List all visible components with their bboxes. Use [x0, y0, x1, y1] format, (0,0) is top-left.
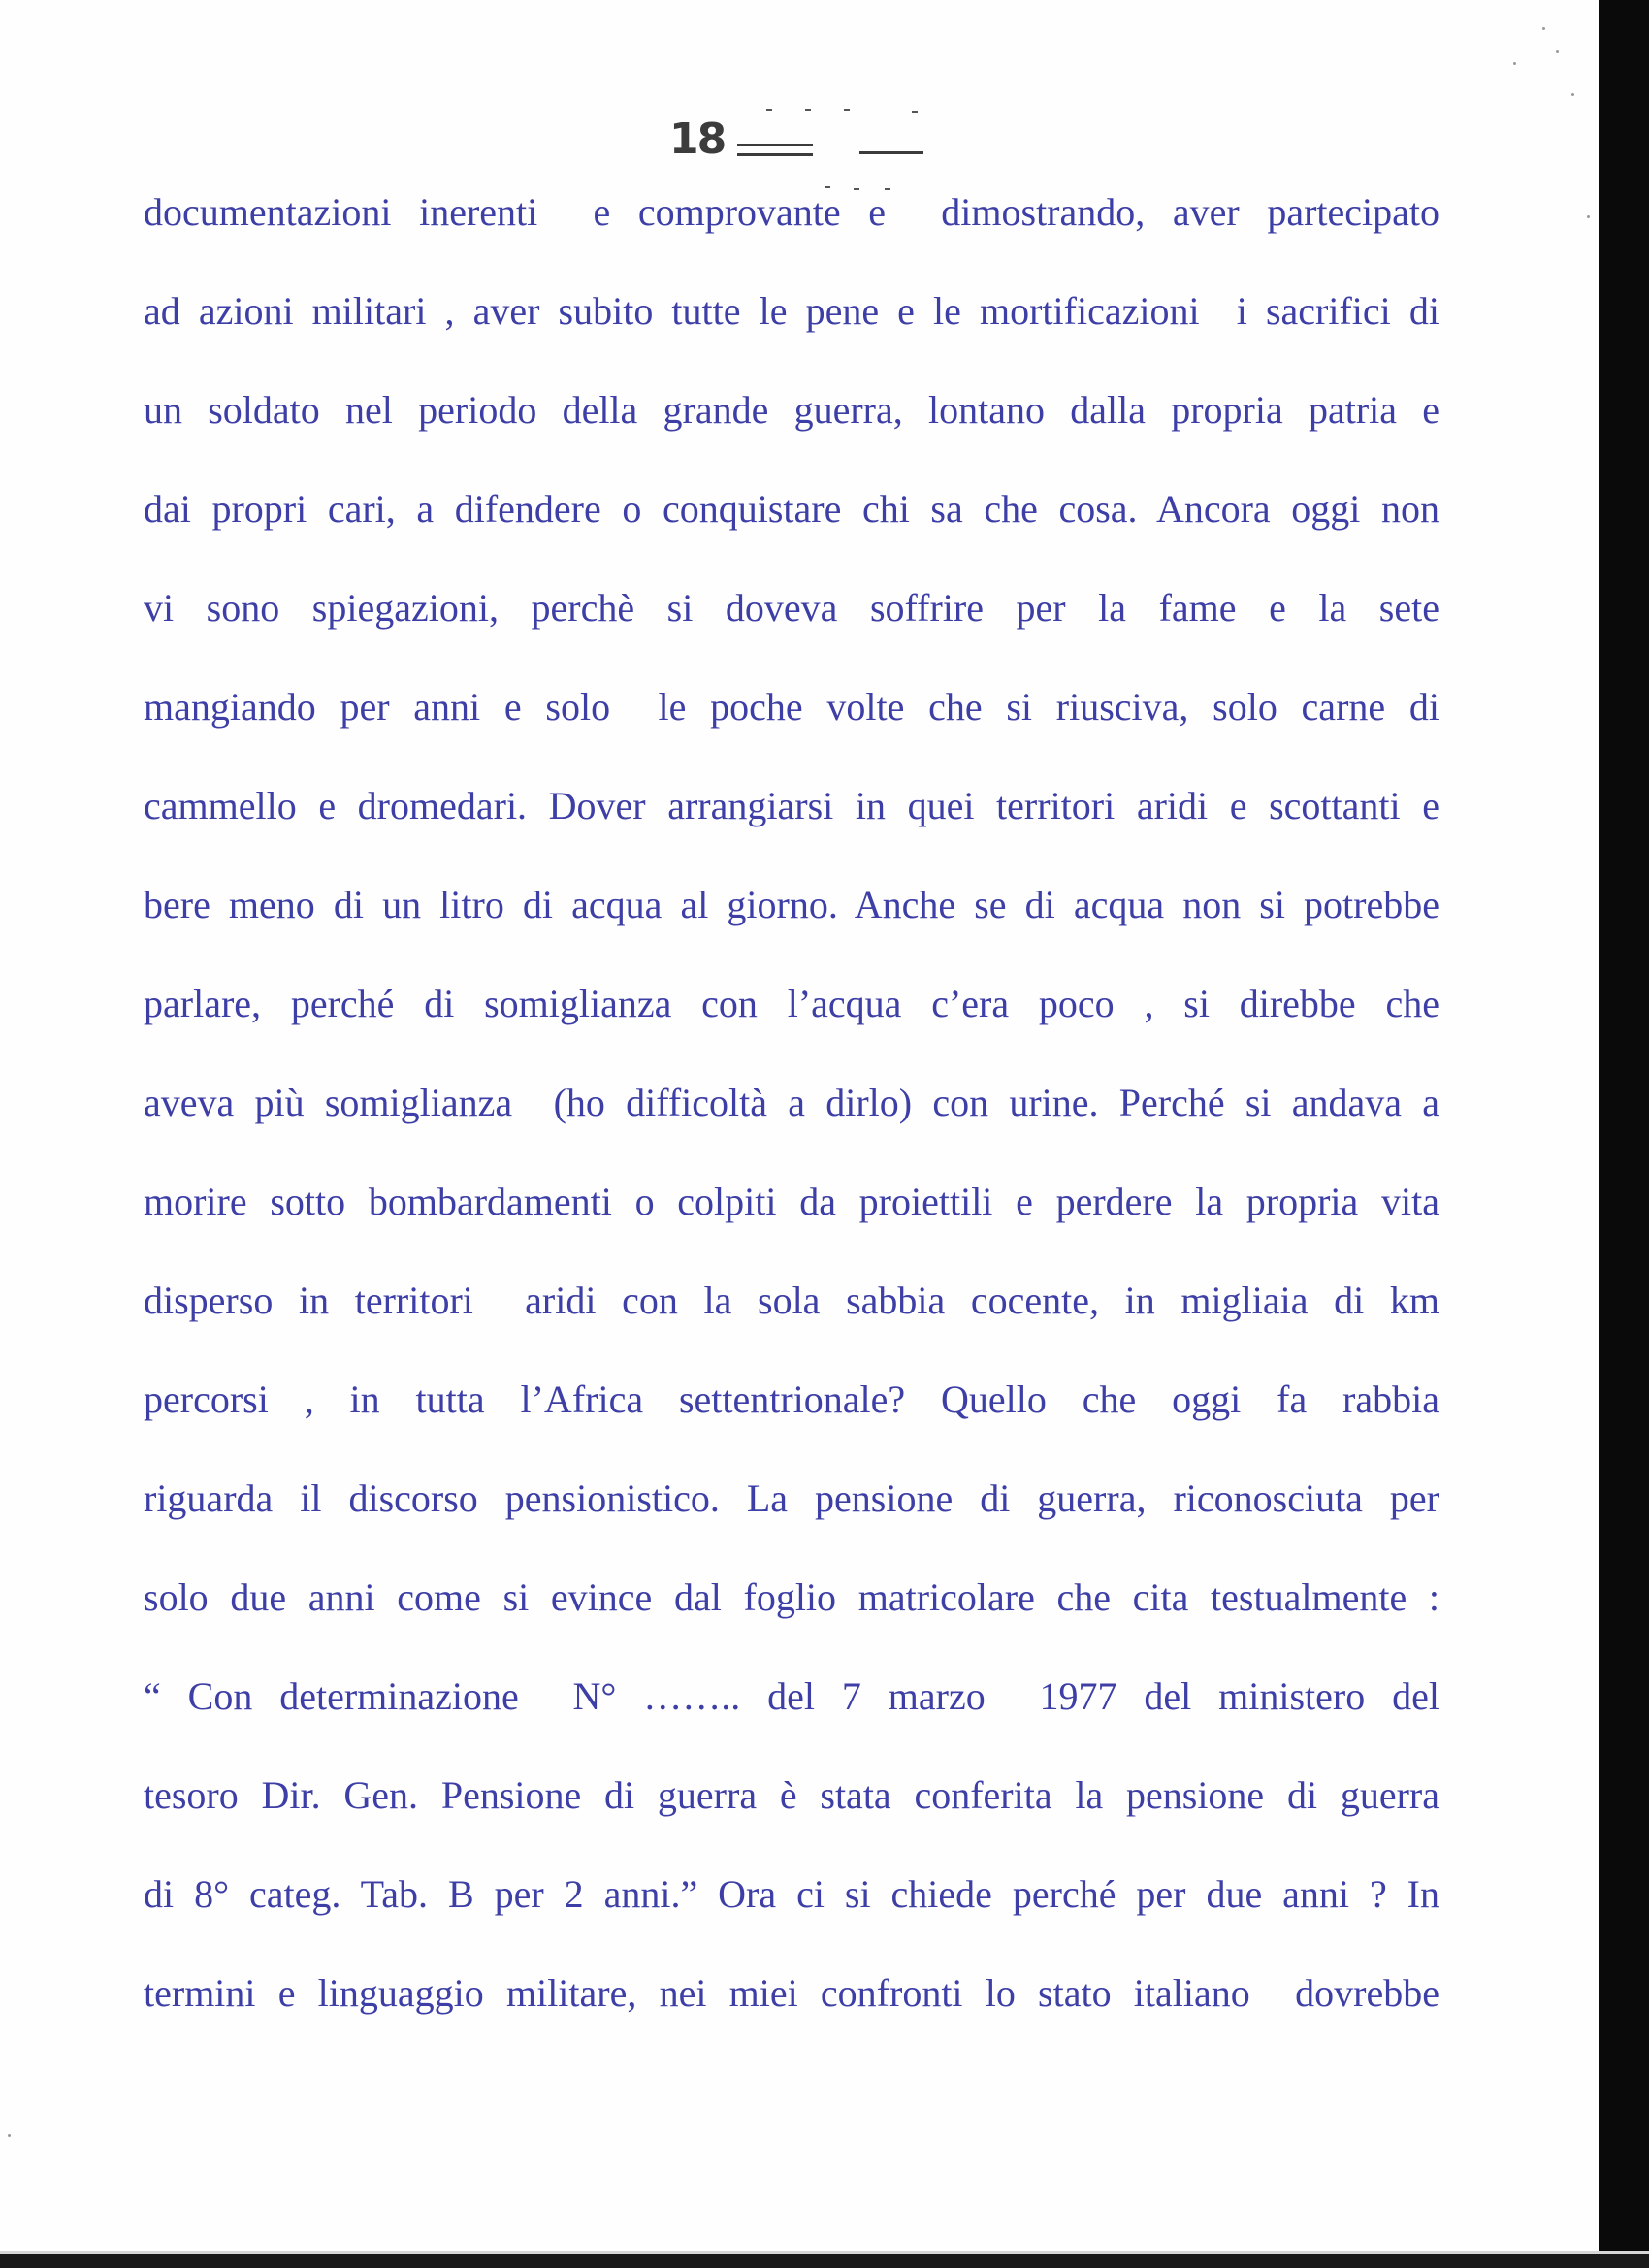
page-number: 18 [669, 114, 726, 164]
page-number-stroke [737, 153, 813, 156]
scanner-border-right [1599, 0, 1649, 2268]
page-number-mark [844, 109, 850, 111]
scanner-border-bottom [0, 2254, 1649, 2268]
text-line: un soldato nel periodo della grande guerra, lontano dalla propria patria e [144, 388, 1439, 432]
text-line: di 8° categ. Tab. B per 2 anni.” Ora ci si chiede perché per due anni ? In [144, 1872, 1439, 1916]
text-line: bere meno di un litro di acqua al giorno. Anche se di acqua non si potrebbe [144, 883, 1439, 926]
page-number-stroke [737, 144, 813, 146]
text-line: morire sotto bombardamenti o colpiti da proiettili e perdere la propria vita [144, 1180, 1439, 1223]
scan-speck [1513, 62, 1516, 65]
text-line: ad azioni militari , aver subito tutte le pene e le mortificazioni i sacrifici di [144, 289, 1439, 333]
text-line: dai propri cari, a difendere o conquistare chi sa che cosa. Ancora oggi non [144, 487, 1439, 531]
text-line: parlare, perché di somiglianza con l’acqua c’era poco , si direbbe che [144, 982, 1439, 1025]
text-line: riguarda il discorso pensionistico. La pensione di guerra, riconosciuta per [144, 1476, 1439, 1520]
scan-speck [1542, 27, 1545, 30]
text-line: “ Con determinazione N° …….. del 7 marzo 1977 del ministero del [144, 1674, 1439, 1718]
scan-speck [8, 2134, 11, 2137]
text-line: documentazioni inerenti e comprovante e dimostrando, aver partecipato [144, 190, 1439, 234]
text-line: solo due anni come si evince dal foglio matricolare che cita testualmente : [144, 1575, 1439, 1619]
page-number-mark [805, 109, 811, 111]
text-line: vi sono spiegazioni, perchè si doveva soffrire per la fame e la sete [144, 586, 1439, 630]
text-line: tesoro Dir. Gen. Pensione di guerra è stata conferita la pensione di guerra [144, 1773, 1439, 1817]
page-number-stroke [859, 151, 923, 154]
text-line: aveva più somiglianza (ho difficoltà a dirlo) con urine. Perché si andava a [144, 1081, 1439, 1124]
scan-speck [1587, 215, 1590, 218]
scan-speck [1571, 93, 1574, 96]
text-line: mangiando per anni e solo le poche volte che si riusciva, solo carne di [144, 685, 1439, 729]
text-line: percorsi , in tutta l’Africa settentrionale? Quello che oggi fa rabbia [144, 1377, 1439, 1421]
text-line: disperso in territori aridi con la sola sabbia cocente, in migliaia di km [144, 1279, 1439, 1322]
text-line: termini e linguaggio militare, nei miei confronti lo stato italiano dovrebbe [144, 1971, 1439, 2015]
page-number-mark [766, 109, 772, 111]
page-number-mark [912, 111, 918, 113]
body-text [144, 182, 1439, 2062]
scan-speck [1556, 50, 1559, 53]
text-line: cammello e dromedari. Dover arrangiarsi in quei territori aridi e scottanti e [144, 784, 1439, 827]
